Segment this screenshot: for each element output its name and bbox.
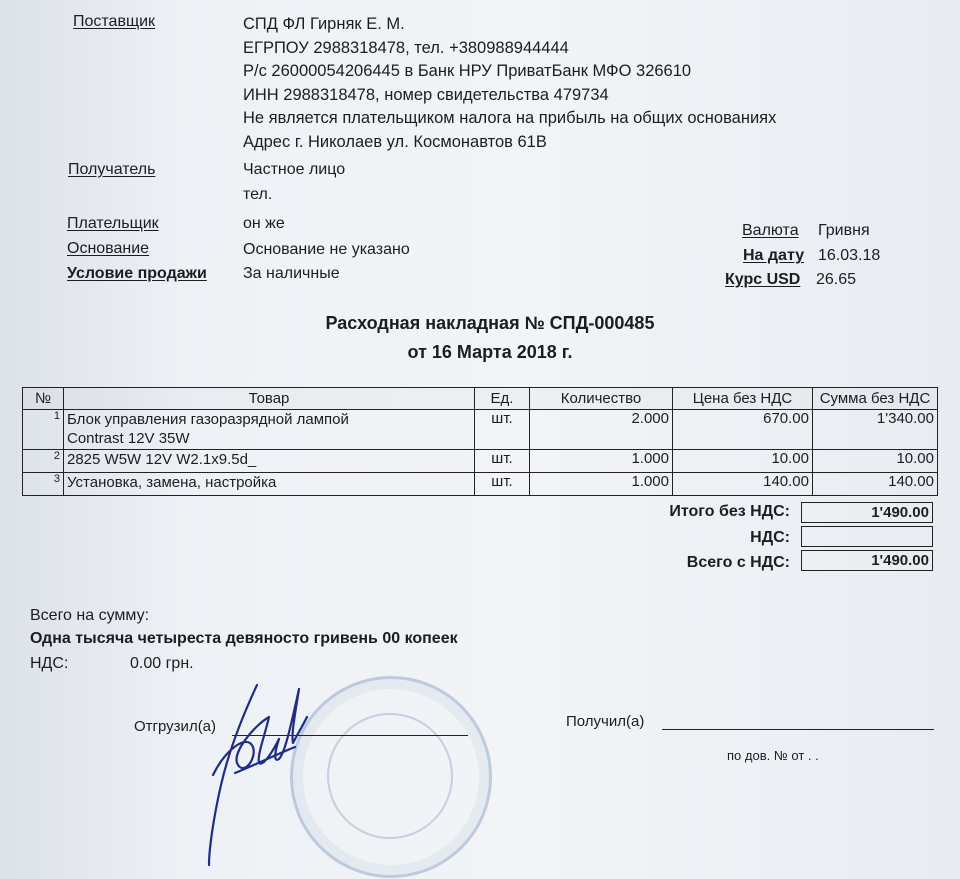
supplier-tax-status: Не является плательщиком налога на прибыль на общих основаниях [243,109,777,128]
product-name [64,410,475,450]
document-date: от 16 Марта 2018 г. [407,342,573,362]
payer-value: он же [243,215,285,232]
total-net-label: Итого без НДС: [669,503,790,520]
rate-value: 26.65 [816,271,857,288]
basis-label: Основание [67,240,150,257]
product-unit: шт. [475,450,530,473]
on-date-value: 16.03.18 [818,247,881,264]
sale-condition-label: Условие продажи [67,265,207,282]
row-number: 1 [23,410,64,450]
table-row [23,410,938,450]
currency-value: Гривня [818,222,870,239]
table-header-row [23,388,938,410]
product-name-line: Блок управления газоразрядной лампой [67,411,349,428]
on-date-label: На дату [743,247,805,264]
handwritten-signature [195,655,315,870]
stamp-inner-ring [327,713,453,839]
items-table [22,387,938,496]
received-by-label: Получил(а) [566,713,645,730]
sale-condition-value: За наличные [243,265,340,282]
product-name: Установка, замена, настройка [64,473,475,496]
product-quantity: 1.000 [530,450,673,473]
product-name-line: Contrast 12V 35W [67,430,190,447]
supplier-tax-id: ИНН 2988318478, номер свидетельства 479734 [243,85,609,104]
document-title: Расходная накладная № СПД-000485 [325,313,655,333]
total-vat-label: НДС: [750,529,790,546]
product-sum: 1'340.00 [813,410,938,450]
col-header-sum: Сумма без НДС [813,388,938,410]
product-price: 140.00 [673,473,813,496]
row-number: 2 [23,450,64,473]
currency-label: Валюта [742,222,799,239]
total-gross-label: Всего с НДС: [686,554,790,571]
table-row [23,473,938,496]
supplier-name: СПД ФЛ Гирняк Е. М. [243,15,405,33]
vat-words-value: 0.00 грн. [130,655,194,672]
product-quantity: 2.000 [530,410,673,450]
supplier-details [243,13,776,155]
total-vat-value [801,526,933,547]
supplier-address: Адрес г. Николаев ул. Космонавтов 61В [243,132,547,151]
recipient-value: Частное лицо [243,161,346,178]
product-unit: шт. [475,410,530,450]
received-by-signature-line [662,729,934,730]
total-gross-value: 1'490.00 [801,550,933,571]
col-header-product: Товар [64,388,475,410]
col-header-unit: Ед. [475,388,530,410]
shipped-by-label: Отгрузил(а) [134,718,217,735]
basis-value: Основание не указано [243,241,410,258]
product-price: 670.00 [673,410,813,450]
supplier-bank-account: Р/с 26000054206445 в Банк НРУ ПриватБанк МФО 326610 [243,62,692,81]
sum-in-words-text: Одна тысяча четыреста девяносто гривень 00 копеек [30,630,458,647]
product-price: 10.00 [673,450,813,473]
supplier-label: Поставщик [73,13,156,30]
row-number: 3 [23,473,64,496]
product-sum: 140.00 [813,473,938,496]
company-stamp [290,676,492,878]
rate-label: Курс USD [725,271,801,288]
total-net-value: 1'490.00 [801,502,933,523]
vat-words-label: НДС: [30,655,69,672]
power-of-attorney-text: по дов. № от . . [727,748,819,763]
recipient-phone: тел. [243,186,273,203]
payer-label: Плательщик [67,215,159,232]
col-header-price: Цена без НДС [673,388,813,410]
sum-in-words-label: Всего на сумму: [30,607,150,624]
table-row [23,450,938,473]
col-header-number: № [23,388,64,410]
col-header-quantity: Количество [530,388,673,410]
product-unit: шт. [475,473,530,496]
product-quantity: 1.000 [530,473,673,496]
product-sum: 10.00 [813,450,938,473]
supplier-registry: ЕГРПОУ 2988318478, тел. +380988944444 [243,38,569,57]
recipient-label: Получатель [68,161,156,178]
product-name: 2825 W5W 12V W2.1x9.5d_ [64,450,475,473]
